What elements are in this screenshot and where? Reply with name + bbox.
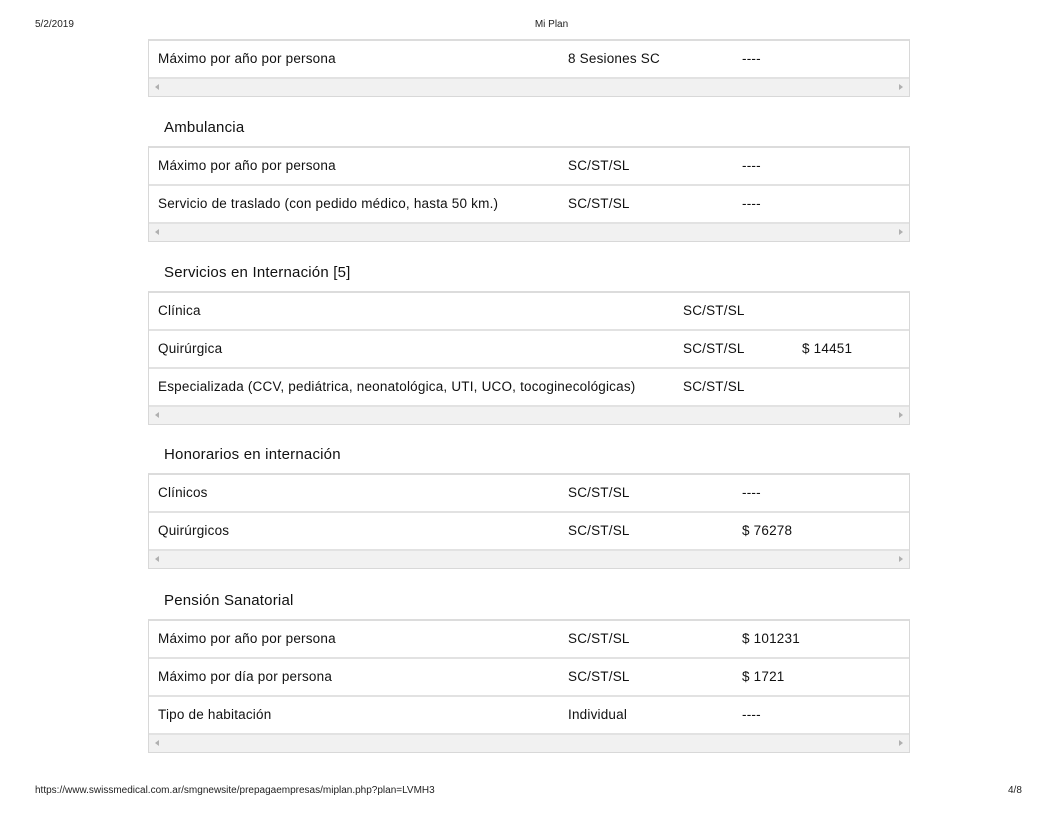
page-url: https://www.swissmedical.com.ar/smgnewsite/prepagaempresas/miplan.php?plan=LVMH3 — [35, 785, 435, 796]
coverage-cell: Individual — [568, 707, 628, 722]
scroll-right-arrow-icon[interactable] — [899, 84, 903, 90]
concept-cell: Servicio de traslado (con pedido médico, hasta 50 km.) — [158, 196, 499, 211]
scroll-left-arrow-icon[interactable] — [155, 412, 159, 418]
coverage-cell: SC/ST/SL — [568, 485, 630, 500]
benefits-table — [148, 473, 910, 569]
horizontal-scrollbar[interactable] — [149, 407, 909, 424]
table-row — [149, 331, 909, 369]
table-row — [149, 659, 909, 697]
coverage-cell: SC/ST/SL — [568, 669, 630, 684]
print-date: 5/2/2019 — [35, 19, 74, 30]
limit-cell: ---- — [742, 51, 761, 66]
concept-cell: Máximo por año por persona — [158, 158, 336, 173]
coverage-cell: SC/ST/SL — [568, 523, 630, 538]
section-ambulancia — [148, 118, 910, 242]
table-row — [149, 41, 909, 79]
limit-cell: ---- — [742, 485, 761, 500]
benefits-table — [148, 619, 910, 753]
concept-cell: Quirúrgica — [158, 341, 223, 356]
section-title: Honorarios en internación — [164, 446, 341, 463]
coverage-cell: SC/ST/SL — [683, 303, 745, 318]
limit-cell: $ 1721 — [742, 669, 785, 684]
scroll-left-arrow-icon[interactable] — [155, 740, 159, 746]
coverage-cell: SC/ST/SL — [568, 631, 630, 646]
horizontal-scrollbar[interactable] — [149, 551, 909, 568]
scroll-right-arrow-icon[interactable] — [899, 229, 903, 235]
concept-cell: Quirúrgicos — [158, 523, 230, 538]
table-row — [149, 369, 909, 407]
section-servicios-internacion — [148, 263, 910, 425]
coverage-cell: SC/ST/SL — [568, 158, 630, 173]
scroll-right-arrow-icon[interactable] — [899, 740, 903, 746]
benefits-table — [148, 39, 910, 97]
table-row — [149, 293, 909, 331]
concept-cell: Clínica — [158, 303, 201, 318]
section-sessions-continued — [148, 39, 910, 97]
limit-cell: $ 76278 — [742, 523, 793, 538]
concept-cell: Máximo por día por persona — [158, 669, 333, 684]
table-row — [149, 621, 909, 659]
table-row — [149, 148, 909, 186]
scroll-left-arrow-icon[interactable] — [155, 84, 159, 90]
table-row — [149, 697, 909, 735]
table-row — [149, 475, 909, 513]
print-title: Mi Plan — [534, 19, 569, 30]
section-title: Pensión Sanatorial — [164, 592, 294, 609]
scroll-right-arrow-icon[interactable] — [899, 412, 903, 418]
limit-cell: $ 101231 — [742, 631, 800, 646]
scroll-right-arrow-icon[interactable] — [899, 556, 903, 562]
page-number: 4/8 — [1008, 785, 1022, 796]
limit-cell: ---- — [742, 707, 761, 722]
section-title: Servicios en Internación [5] — [164, 264, 351, 281]
coverage-cell: SC/ST/SL — [683, 379, 745, 394]
section-title: Ambulancia — [164, 119, 245, 136]
scroll-left-arrow-icon[interactable] — [155, 229, 159, 235]
scroll-left-arrow-icon[interactable] — [155, 556, 159, 562]
section-honorarios-internacion — [148, 445, 910, 569]
horizontal-scrollbar[interactable] — [149, 224, 909, 241]
print-header — [0, 19, 1057, 33]
benefits-table — [148, 146, 910, 242]
limit-cell: ---- — [742, 158, 761, 173]
coverage-cell: 8 Sesiones SC — [568, 51, 660, 66]
table-row — [149, 513, 909, 551]
limit-cell: ---- — [742, 196, 761, 211]
coverage-cell: SC/ST/SL — [683, 341, 745, 356]
coverage-cell: SC/ST/SL — [568, 196, 630, 211]
concept-cell: Máximo por año por persona — [158, 631, 336, 646]
concept-cell: Clínicos — [158, 485, 208, 500]
limit-cell: $ 14451 — [802, 341, 853, 356]
table-row — [149, 186, 909, 224]
horizontal-scrollbar[interactable] — [149, 735, 909, 752]
concept-cell: Máximo por año por persona — [158, 51, 336, 66]
concept-cell: Especializada (CCV, pediátrica, neonatológica, UTI, UCO, tocoginecológicas) — [158, 379, 636, 394]
benefits-table — [148, 291, 910, 425]
section-pension-sanatorial — [148, 591, 910, 753]
concept-cell: Tipo de habitación — [158, 707, 272, 722]
horizontal-scrollbar[interactable] — [149, 79, 909, 96]
